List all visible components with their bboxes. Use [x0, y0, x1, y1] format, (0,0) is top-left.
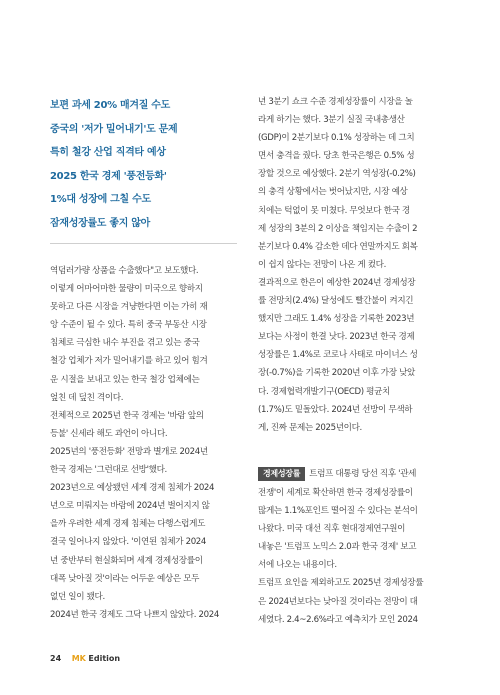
- body-line: 나왔다. 미국 대선 직후 현대경제연구원이: [258, 524, 406, 535]
- right-column-section: [258, 464, 447, 629]
- body-line: 침체로 극심한 내수 부진을 겪고 있는 중국: [50, 338, 200, 349]
- body-line: 결과적으로 한은이 예상한 2024년 경제성장: [258, 277, 416, 288]
- body-line: 했지만 그래도 1.4% 성장을 기록한 2023년: [258, 314, 415, 325]
- body-line: 한국 경제는 '그런대로 선방'했다.: [50, 465, 167, 476]
- body-line: 이 쉽지 않다는 전망이 나온 게 컸다.: [258, 259, 386, 270]
- body-line: 트럼프 대통령 당선 직후 '관세: [309, 469, 417, 479]
- page-footer: [50, 652, 120, 666]
- body-line: 은 2024년보다는 낮아질 것이라는 전망이 대: [258, 596, 418, 607]
- body-line: 년으로 미뤄지는 바람에 2024년 벌어지지 않: [50, 501, 210, 512]
- body-line: 등불' 신세라 해도 과언이 아니다.: [50, 428, 168, 439]
- body-line: 보다는 사정이 한결 낫다. 2023년 한국 경제: [258, 332, 415, 343]
- body-line: 2023년으로 예상됐던 세계 경제 침체가 2024: [50, 483, 215, 494]
- body-line: 2025년의 '풍전등화' 전망과 별개로 2024년: [50, 446, 208, 457]
- brand-edition: Edition: [88, 654, 121, 663]
- body-line: 면서 충격을 줬다. 당초 한국은행은 0.5% 성: [258, 151, 415, 162]
- body-line: 률 전망치(2.4%) 달성에도 빨간불이 켜지긴: [258, 296, 414, 307]
- headline: 특히 철강 산업 직격타 예상: [50, 147, 166, 158]
- left-column-body: [50, 262, 237, 624]
- brand-logo: MK: [71, 654, 86, 663]
- body-line: 분기보다 0.4% 감소한 데다 연말까지도 회복: [258, 241, 418, 252]
- body-line: (1.7%)도 밑돌았다. 2024년 선방이 무색하: [258, 404, 413, 415]
- body-line: 엎친 데 덮친 격이다.: [50, 392, 124, 403]
- right-column-body: [258, 93, 447, 437]
- headline-divider: [50, 243, 237, 244]
- body-line: 게, 진짜 문제는 2025년이다.: [258, 422, 362, 433]
- body-line: 대폭 낮아질 것'이라는 어두운 예상은 모두: [50, 573, 200, 584]
- headline: 1%대 성장에 그칠 수도: [50, 194, 151, 205]
- body-line: 장할 것으로 예상했다. 2분기 역성장(-0.2%): [258, 169, 416, 180]
- body-line: 못하고 다른 시장을 겨냥한다면 이는 가히 재: [50, 302, 208, 313]
- body-line: 없던 일이 됐다.: [50, 591, 105, 602]
- headline: 잠재성장률도 좋지 않아: [50, 217, 150, 229]
- body-line: 제 성장의 3분의 2 이상을 책임지는 수출이 2: [258, 223, 418, 234]
- body-line: 년 3분기 쇼크 수준 경제성장률이 시장을 놀: [258, 97, 413, 107]
- section-first-line: [258, 464, 447, 484]
- body-line: 전쟁'이 세계로 확산하면 한국 경제성장률이: [258, 488, 413, 498]
- body-line: 전체적으로 2025년 한국 경제는 '바람 앞의: [50, 410, 204, 421]
- body-line: 서에 나오는 내용이다.: [258, 560, 337, 571]
- body-line: 역덤러가량 상품을 수출했다"고 보도했다.: [50, 266, 199, 276]
- body-line: 을까 우려한 세계 경제 침체는 다행스럽게도: [50, 519, 206, 530]
- body-line: 앙 수준이 될 수 있다. 특히 중국 부동산 시장: [50, 320, 207, 331]
- body-line: 다. 경제협력개발기구(OECD) 평균치: [258, 386, 390, 397]
- body-line: (GDP)이 2분기보다 0.1% 성장하는 데 그치: [258, 133, 415, 144]
- body-line: 라게 하기는 했다. 3분기 실질 국내총생산: [258, 115, 405, 126]
- body-line: 의 충격 상황에서는 벗어났지만, 시장 예상: [258, 187, 408, 198]
- body-line: 내놓은 '트럼프 노믹스 2.0과 한국 경제' 보고: [258, 542, 417, 553]
- body-line: 년 중반부터 현실화되며 세계 경제성장률이: [50, 555, 203, 566]
- body-line: 운 시절을 보내고 있는 한국 철강 업체에는: [50, 374, 200, 385]
- body-line: 장(-0.7%)을 기록한 2020년 이후 가장 낮았: [258, 368, 415, 379]
- body-line: 많게는 1.1%포인트 떨어질 수 있다는 분석이: [258, 506, 418, 517]
- body-line: 치에는 턱없이 못 미쳤다. 무엇보다 한국 경: [258, 205, 410, 216]
- body-line: 성장률은 1.4%로 코로나 사태로 마이너스 성: [258, 350, 418, 361]
- section-tag: 경제성장률: [258, 467, 305, 481]
- body-line: 결국 일어나지 않았다. '이연된 침체가 2024: [50, 537, 207, 548]
- headline: 중국의 '저가 밀어내기'도 문제: [50, 123, 178, 135]
- headline-list: [50, 94, 240, 235]
- body-line: 세였다. 2.4~2.6%라고 예측치가 모인 2024: [258, 614, 418, 625]
- body-line: 철강 업체가 저가 밀어내기를 하고 있어 힘겨: [50, 356, 208, 367]
- headline: 보편 과세 20% 매겨질 수도: [50, 100, 171, 111]
- body-line: 트럼프 요인을 제외하고도 2025년 경제성장률: [258, 578, 424, 589]
- body-line: 2024년 한국 경제도 그닥 나쁘지 않았다. 2024: [50, 609, 219, 620]
- body-line: 이렇게 어마어마한 물량이 미국으로 향하지: [50, 284, 203, 295]
- headline: 2025 한국 경제 '풍전등화': [50, 170, 167, 182]
- page-number: 24: [50, 654, 62, 663]
